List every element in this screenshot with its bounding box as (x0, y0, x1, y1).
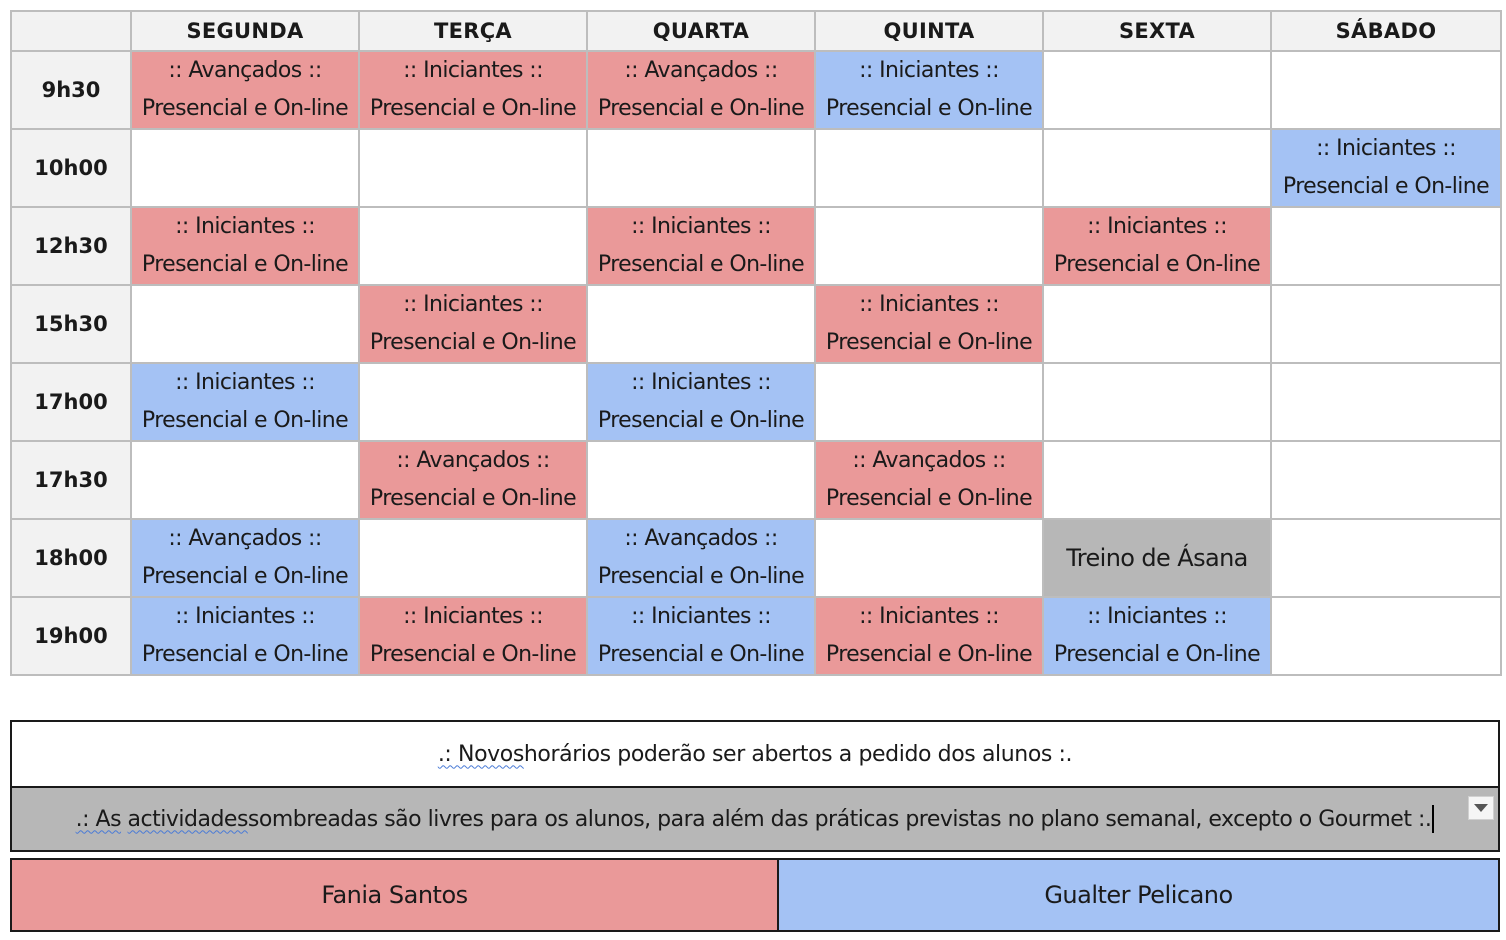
class-cell[interactable] (131, 207, 359, 285)
schedule-table (10, 10, 1502, 676)
empty-slot[interactable] (1271, 597, 1501, 675)
class-mode: Presencial e On-line (597, 642, 805, 667)
class-level: :: Avançados :: (168, 58, 322, 83)
empty-slot[interactable] (1271, 285, 1501, 363)
class-info (132, 520, 358, 596)
class-info (816, 286, 1042, 362)
class-info (132, 208, 358, 284)
activity-cell[interactable] (1043, 519, 1271, 597)
class-level: :: Iniciantes :: (1316, 136, 1456, 161)
notes-box (10, 720, 1500, 852)
empty-slot[interactable] (1271, 441, 1501, 519)
class-level: :: Iniciantes :: (631, 214, 771, 239)
class-info (588, 208, 814, 284)
class-mode: Presencial e On-line (825, 642, 1033, 667)
class-info (132, 598, 358, 674)
note-shaded-activities[interactable] (12, 788, 1498, 850)
class-mode: Presencial e On-line (597, 96, 805, 121)
empty-slot[interactable] (815, 519, 1043, 597)
class-mode: Presencial e On-line (597, 252, 805, 277)
empty-slot[interactable] (131, 129, 359, 207)
spellcheck-word: .: Novos (437, 741, 524, 767)
class-mode: Presencial e On-line (141, 642, 349, 667)
class-info (1044, 598, 1270, 674)
class-mode: Presencial e On-line (141, 408, 349, 433)
empty-slot[interactable] (587, 129, 815, 207)
empty-slot[interactable] (359, 519, 587, 597)
header-row (11, 11, 1501, 51)
cell-dropdown-button[interactable] (1468, 796, 1494, 820)
class-level: :: Iniciantes :: (175, 370, 315, 395)
class-level: :: Iniciantes :: (175, 214, 315, 239)
class-cell[interactable] (587, 207, 815, 285)
class-mode: Presencial e On-line (141, 564, 349, 589)
class-mode: Presencial e On-line (369, 330, 577, 355)
class-mode: Presencial e On-line (141, 252, 349, 277)
empty-slot[interactable] (359, 129, 587, 207)
note-text: sombreadas são livres para os alunos, para além das práticas previstas no plano semanal, excepto o Gourmet :. (247, 806, 1432, 832)
class-mode: Presencial e On-line (825, 330, 1033, 355)
time-label[interactable]: 17h00 (11, 363, 131, 441)
text-cursor (1432, 805, 1434, 833)
class-cell[interactable] (359, 441, 587, 519)
day-header[interactable]: SÁBADO (1271, 11, 1501, 51)
class-level: :: Avançados :: (624, 526, 778, 551)
class-cell[interactable] (359, 597, 587, 675)
empty-slot[interactable] (815, 129, 1043, 207)
class-cell[interactable] (131, 363, 359, 441)
empty-slot[interactable] (1043, 51, 1271, 129)
class-level: :: Iniciantes :: (1087, 214, 1227, 239)
schedule-row (11, 363, 1501, 441)
class-cell[interactable] (1271, 129, 1501, 207)
class-mode: Presencial e On-line (597, 408, 805, 433)
schedule-row (11, 519, 1501, 597)
schedule-row (11, 207, 1501, 285)
class-mode: Presencial e On-line (1053, 252, 1261, 277)
day-header[interactable]: SEGUNDA (131, 11, 359, 51)
class-cell[interactable] (587, 597, 815, 675)
empty-slot[interactable] (1043, 441, 1271, 519)
empty-slot[interactable] (1043, 363, 1271, 441)
empty-slot[interactable] (1271, 519, 1501, 597)
schedule-row (11, 285, 1501, 363)
time-label[interactable]: 12h30 (11, 207, 131, 285)
legend-teacher-blue[interactable]: Gualter Pelicano (779, 860, 1498, 930)
time-label[interactable]: 9h30 (11, 51, 131, 129)
class-mode: Presencial e On-line (369, 642, 577, 667)
note-new-schedules[interactable] (12, 722, 1498, 788)
class-mode: Presencial e On-line (825, 486, 1033, 511)
corner-cell[interactable] (11, 11, 131, 51)
class-info (588, 52, 814, 128)
activity-label: Treino de Ásana (1066, 544, 1248, 572)
empty-slot[interactable] (131, 441, 359, 519)
empty-slot[interactable] (359, 207, 587, 285)
class-info (588, 520, 814, 596)
class-level: :: Iniciantes :: (403, 604, 543, 629)
class-cell[interactable] (1043, 207, 1271, 285)
class-mode: Presencial e On-line (141, 96, 349, 121)
class-info (816, 442, 1042, 518)
spellcheck-word: .: As (75, 806, 122, 832)
class-level: :: Iniciantes :: (859, 58, 999, 83)
class-cell[interactable] (815, 51, 1043, 129)
class-level: :: Iniciantes :: (631, 604, 771, 629)
class-mode: Presencial e On-line (597, 564, 805, 589)
class-mode: Presencial e On-line (1053, 642, 1261, 667)
class-level: :: Iniciantes :: (175, 604, 315, 629)
class-info (360, 286, 586, 362)
empty-slot[interactable] (1271, 207, 1501, 285)
class-cell[interactable] (815, 285, 1043, 363)
time-label[interactable]: 19h00 (11, 597, 131, 675)
class-mode: Presencial e On-line (369, 96, 577, 121)
class-cell[interactable] (1043, 597, 1271, 675)
empty-slot[interactable] (131, 285, 359, 363)
schedule-container (10, 10, 1500, 676)
schedule-row (11, 597, 1501, 675)
class-level: :: Iniciantes :: (1087, 604, 1227, 629)
empty-slot[interactable] (1043, 285, 1271, 363)
empty-slot[interactable] (1271, 51, 1501, 129)
class-mode: Presencial e On-line (825, 96, 1033, 121)
class-cell[interactable] (131, 51, 359, 129)
class-info (816, 598, 1042, 674)
class-mode: Presencial e On-line (369, 486, 577, 511)
class-cell[interactable] (131, 519, 359, 597)
class-info (132, 52, 358, 128)
day-header[interactable]: SEXTA (1043, 11, 1271, 51)
day-header[interactable]: QUARTA (587, 11, 815, 51)
class-info (588, 598, 814, 674)
time-label[interactable]: 17h30 (11, 441, 131, 519)
class-level: :: Iniciantes :: (403, 58, 543, 83)
time-label[interactable]: 10h00 (11, 129, 131, 207)
class-info (360, 598, 586, 674)
class-info (360, 442, 586, 518)
class-level: :: Avançados :: (168, 526, 322, 551)
legend-teacher-red[interactable]: Fania Santos (12, 860, 779, 930)
schedule-row (11, 129, 1501, 207)
class-cell[interactable] (815, 597, 1043, 675)
class-level: :: Iniciantes :: (631, 370, 771, 395)
schedule-row (11, 441, 1501, 519)
class-info (1272, 130, 1500, 206)
class-level: :: Iniciantes :: (859, 604, 999, 629)
class-cell[interactable] (359, 51, 587, 129)
class-level: :: Iniciantes :: (403, 292, 543, 317)
class-cell[interactable] (359, 285, 587, 363)
class-cell[interactable] (587, 51, 815, 129)
chevron-down-icon (1474, 804, 1488, 812)
empty-slot[interactable] (815, 207, 1043, 285)
empty-slot[interactable] (815, 363, 1043, 441)
class-info (816, 52, 1042, 128)
class-cell[interactable] (815, 441, 1043, 519)
class-info (1044, 208, 1270, 284)
class-cell[interactable] (587, 519, 815, 597)
schedule-body (11, 51, 1501, 675)
schedule-row (11, 51, 1501, 129)
spellcheck-word: actividades (127, 806, 248, 832)
empty-slot[interactable] (587, 441, 815, 519)
class-mode: Presencial e On-line (1282, 174, 1490, 199)
class-level: :: Iniciantes :: (859, 292, 999, 317)
empty-slot[interactable] (1271, 363, 1501, 441)
empty-slot[interactable] (587, 285, 815, 363)
time-label[interactable]: 18h00 (11, 519, 131, 597)
note-text: horários poderão ser abertos a pedido dos alunos :. (523, 741, 1073, 767)
day-header[interactable]: QUINTA (815, 11, 1043, 51)
class-cell[interactable] (587, 363, 815, 441)
day-header[interactable]: TERÇA (359, 11, 587, 51)
class-info (132, 364, 358, 440)
class-level: :: Avançados :: (852, 448, 1006, 473)
empty-slot[interactable] (1043, 129, 1271, 207)
empty-slot[interactable] (359, 363, 587, 441)
class-level: :: Avançados :: (624, 58, 778, 83)
teacher-legend (10, 858, 1500, 932)
class-cell[interactable] (131, 597, 359, 675)
class-level: :: Avançados :: (396, 448, 550, 473)
time-label[interactable]: 15h30 (11, 285, 131, 363)
class-info (360, 52, 586, 128)
class-info (588, 364, 814, 440)
